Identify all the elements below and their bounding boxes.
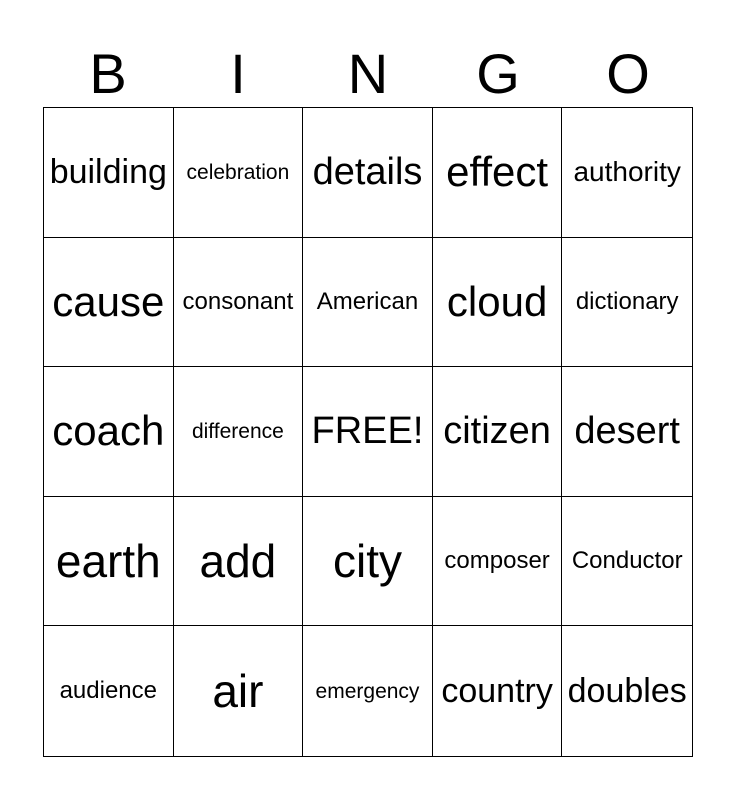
cell-word: desert — [574, 410, 680, 453]
cell-word: difference — [191, 419, 284, 443]
cell-word: Conductor — [571, 547, 683, 575]
cell-word: building — [49, 153, 167, 192]
bingo-cell — [303, 238, 433, 368]
bingo-cell — [303, 497, 433, 627]
bingo-cell — [44, 497, 174, 627]
bingo-cell — [562, 367, 692, 497]
header-letter-n: N — [347, 42, 389, 105]
header-letter-b: B — [89, 42, 127, 105]
cell-word: add — [199, 535, 277, 588]
free-space-label: FREE! — [311, 410, 424, 453]
cell-word: earth — [55, 535, 161, 588]
cell-word: city — [332, 535, 402, 588]
bingo-cell — [433, 497, 563, 627]
bingo-cell — [562, 497, 692, 627]
cell-word: dictionary — [575, 287, 679, 315]
bingo-cell — [303, 626, 433, 756]
bingo-board — [43, 107, 693, 757]
cell-word: cause — [52, 277, 165, 325]
cell-word: effect — [446, 148, 549, 196]
cell-word: authority — [573, 156, 681, 188]
cell-word: emergency — [315, 679, 420, 703]
bingo-cell — [433, 108, 563, 238]
bingo-cell — [562, 238, 692, 368]
cell-word: audience — [59, 677, 157, 705]
cell-word: composer — [444, 547, 550, 575]
cell-word: coach — [52, 407, 165, 455]
bingo-cell — [44, 238, 174, 368]
bingo-cell — [562, 626, 692, 756]
bingo-cell — [433, 238, 563, 368]
bingo-cell — [174, 626, 304, 756]
bingo-cell — [44, 108, 174, 238]
bingo-cell — [44, 367, 174, 497]
bingo-cell — [174, 497, 304, 627]
bingo-cell — [44, 626, 174, 756]
bingo-cell — [174, 108, 304, 238]
header-letter-o: O — [606, 42, 650, 105]
cell-word: cloud — [446, 277, 548, 325]
bingo-cell — [433, 626, 563, 756]
cell-word: celebration — [186, 160, 290, 184]
bingo-cell free-space — [303, 367, 433, 497]
cell-word: citizen — [443, 410, 551, 453]
cell-word: details — [312, 151, 423, 194]
header-letter-g: G — [476, 42, 520, 105]
header-letter-i: I — [230, 42, 246, 105]
cell-word: doubles — [567, 672, 687, 711]
bingo-header — [43, 40, 693, 108]
bingo-cell — [174, 238, 304, 368]
cell-word: consonant — [182, 287, 294, 315]
bingo-cell — [303, 108, 433, 238]
bingo-cell — [562, 108, 692, 238]
cell-word: country — [441, 672, 553, 711]
bingo-cell — [433, 367, 563, 497]
cell-word: air — [212, 665, 264, 718]
bingo-cell — [174, 367, 304, 497]
cell-word: American — [316, 287, 419, 315]
